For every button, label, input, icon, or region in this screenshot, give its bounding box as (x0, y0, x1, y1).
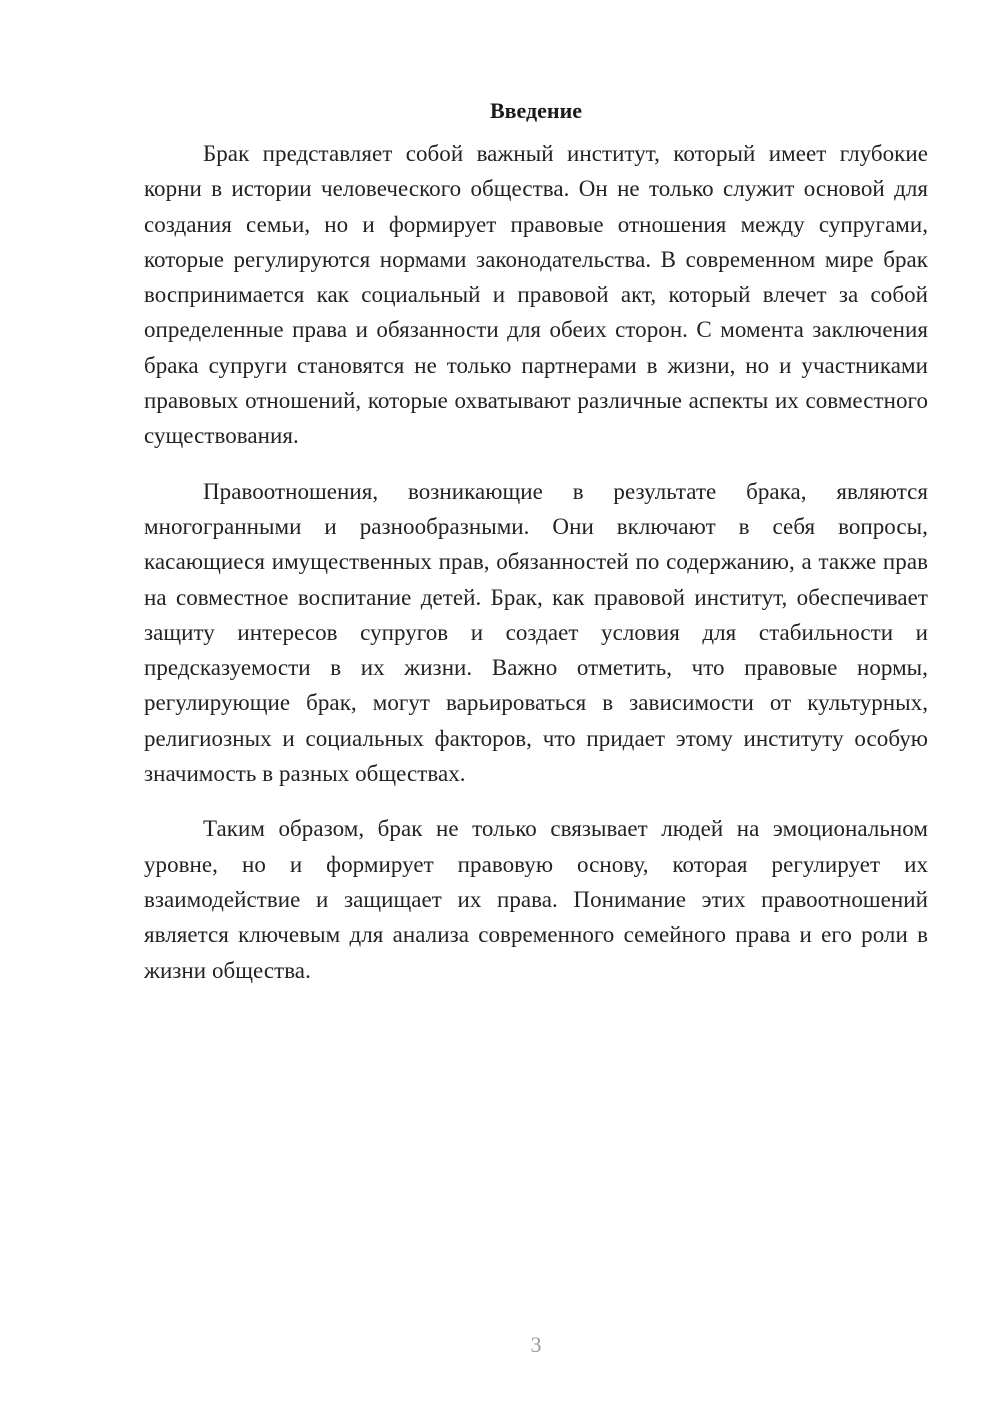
section-title: Введение (489, 98, 583, 123)
page-content (144, 96, 928, 1008)
paragraph-2: Правоотношения, возникающие в результате брака, являются многогранными и разнообразными. Они включают в себя вопросы, касающиеся имущественных прав, обязанностей по содержанию, а также прав на совместное воспитание детей. Брак, как правовой институт, обеспечивает защиту интересов супругов и создает условия для стабильности и предсказуемости в их жизни. Важно отметить, что правовые нормы, регулирующие брак, могут варьироваться в зависимости от культурных, религиозных и социальных факторов, что придает этому институту особую значимость в разных обществах. (144, 478, 928, 787)
paragraph-1: Брак представляет собой важный институт, который имеет глубокие корни в истории человеческого общества. Он не только служит основой для создания семьи, но и формирует правовые отношения между супругами, которые регулируются нормами законодательства. В современном мире брак воспринимается как социальный и правовой акт, который влечет за собой определенные права и обязанности для обеих сторон. С момента заключения брака супруги становятся не только партнерами в жизни, но и участниками правовых отношений, которые охватывают различные аспекты их совместного существования. (144, 141, 928, 449)
paragraph-3: Таким образом, брак не только связывает людей на эмоциональном уровне, но и формирует правовую основу, которая регулирует их взаимодействие и защищает их права. Понимание этих правоотношений является ключевым для анализа современного семейного права и его роли в жизни общества. (144, 816, 928, 983)
page-number: 3 (530, 1332, 542, 1357)
